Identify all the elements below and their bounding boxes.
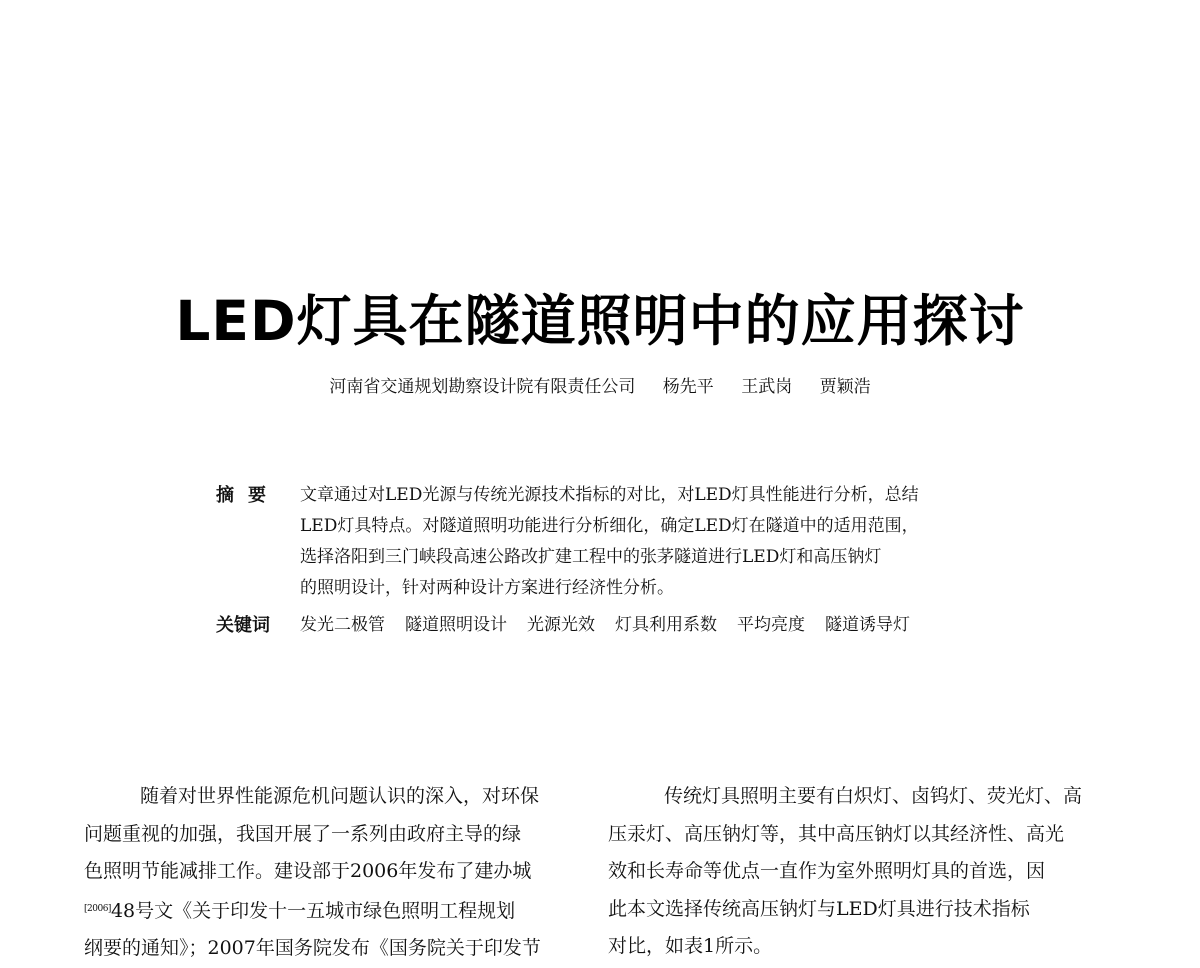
keyword: 平均亮度 bbox=[737, 615, 805, 635]
body-line: 传统灯具照明主要有白炽灯、卤钨灯、荧光灯、高 bbox=[664, 785, 1083, 807]
abstract-block bbox=[216, 480, 1056, 641]
author-line bbox=[0, 372, 1200, 402]
body-line: 问题重视的加强，我国开展了一系列由政府主导的绿 bbox=[84, 822, 522, 845]
body-line-with-ref bbox=[84, 891, 572, 931]
keyword: 隧道照明设计 bbox=[405, 615, 507, 635]
body-line: 此本文选择传统高压钠灯与LED灯具进行技术指标 bbox=[608, 897, 1030, 920]
body-left-column bbox=[84, 778, 572, 968]
abstract-line: 文章通过对LED光源与传统光源技术指标的对比，对LED灯具性能进行分析，总结 bbox=[300, 485, 919, 505]
body-line: 随着对世界性能源危机问题认识的深入，对环保 bbox=[140, 785, 540, 807]
body-line-text: 48号文《关于印发十一五城市绿色照明工程规划 bbox=[110, 899, 516, 922]
abstract-row bbox=[216, 480, 1056, 604]
author-name: 王武岗 bbox=[741, 377, 793, 397]
abstract-text bbox=[300, 480, 1044, 604]
reference-number: [2006] bbox=[84, 903, 111, 914]
keywords-row bbox=[216, 610, 1056, 641]
keyword: 灯具利用系数 bbox=[615, 615, 717, 635]
body-line: 压汞灯、高压钠灯等，其中高压钠灯以其经济性、高光 bbox=[608, 822, 1065, 845]
body-line: 色照明节能减排工作。建设部于2006年发布了建办城 bbox=[84, 860, 532, 882]
abstract-line: LED灯具特点。对隧道照明功能进行分析细化，确定LED灯在隧道中的适用范围， bbox=[300, 516, 919, 536]
body-line: 对比，如表1所示。 bbox=[608, 935, 773, 957]
keyword: 光源光效 bbox=[527, 615, 595, 635]
keywords-label: 关键词 bbox=[216, 615, 270, 636]
body-line: 效和长寿命等优点一直作为室外照明灯具的首选，因 bbox=[608, 860, 1046, 882]
body-line: 纲要的通知》；2007年国务院发布《国务院关于印发节 bbox=[84, 937, 541, 959]
keyword: 发光二极管 bbox=[300, 615, 385, 635]
body-right-column bbox=[608, 778, 1096, 966]
keywords-list bbox=[300, 610, 930, 641]
abstract-label: 摘要 bbox=[216, 485, 280, 506]
paper-title: LED灯具在隧道照明中的应用探讨 bbox=[175, 289, 1025, 353]
author-name: 杨先平 bbox=[662, 377, 714, 397]
abstract-line: 的照明设计，针对两种设计方案进行经济性分析。 bbox=[300, 578, 674, 598]
abstract-line: 选择洛阳到三门峡段高速公路改扩建工程中的张茅隧道进行LED灯和高压钠灯 bbox=[300, 547, 882, 567]
keyword: 隧道诱导灯 bbox=[825, 615, 910, 635]
affiliation: 河南省交通规划勘察设计院有限责任公司 bbox=[329, 377, 636, 397]
author-name: 贾颖浩 bbox=[819, 377, 871, 397]
